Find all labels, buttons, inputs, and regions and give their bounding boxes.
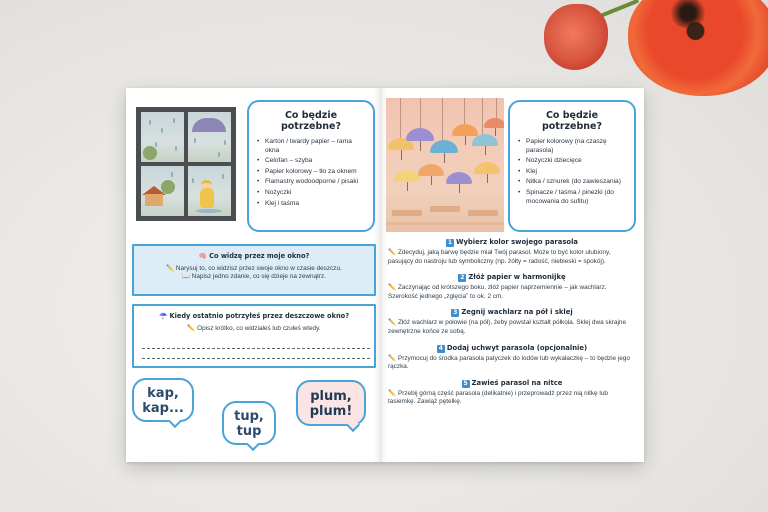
step: [386, 344, 638, 372]
pencil-icon: ✏️: [388, 319, 396, 327]
step-number: 1: [447, 239, 453, 246]
umbrellas-classroom-image: [386, 98, 504, 232]
window-pane: [141, 166, 184, 216]
materials-title: Co będzie potrzebne?: [541, 110, 603, 132]
list-item: • Nożyczki dziecięce: [518, 157, 626, 166]
materials-list: [257, 138, 365, 208]
step-number: 5: [463, 379, 468, 387]
pencil-icon: ✏️: [388, 249, 396, 256]
house-icon: [145, 194, 163, 206]
speech-bubble-kap: kap, kap...: [132, 378, 194, 422]
materials-box-left: [247, 100, 375, 232]
list-item: • Papier kolorowy – tło za oknem: [257, 168, 365, 177]
step-text: ✏️ Zdecyduj, jaką barwę będzie miał Twój parasol. Może to być kolor ulubiony, pasujący do nastroju lub symboliczny (np. żółty = radość, niebieski = spokój).: [388, 249, 611, 265]
prompt-title: ☂️ Kiedy ostatnio potrzyłeś przez deszczowe okno?: [158, 312, 350, 320]
step-number: 4: [438, 344, 443, 352]
window-pane: [141, 112, 184, 162]
list-item: • Klej: [518, 168, 626, 177]
step-number: 2: [460, 274, 465, 282]
speech-bubble-tup: tup, tup: [222, 401, 276, 445]
list-item: • Klej i taśma: [257, 200, 365, 209]
step-title: 4 Dodaj uchwyt parasola (opcjonalnie): [438, 343, 588, 352]
writing-line: [142, 358, 370, 359]
prompt-line: 📖 Napisz jedno zdanie, co się dzieje na zewnątrz.: [181, 273, 326, 281]
list-item: • Celofan – szyba: [257, 157, 365, 166]
list-item: • Nitka / sznurek (do zawieszania): [518, 178, 626, 187]
pencil-icon: ✏️: [388, 284, 396, 292]
window-pane: [188, 166, 231, 216]
prompt-box-memory: [132, 304, 376, 368]
pencil-icon: ✏️: [388, 354, 396, 362]
step-number: 3: [453, 309, 458, 317]
step-text: ✏️ Złóż wachlarz w połowie (na pół), żeby powstał kształt półkola. Sklej dwa skrajne zewnętrzne końce ze sobą.: [388, 319, 627, 335]
step-text: ✏️ Przymocuj do środka parasola patyczek do lodów lub wykałaczkę – to będzie jego rączka.: [388, 354, 630, 371]
step: [386, 308, 638, 336]
list-item: • Karton / twardy papier – rama okna: [257, 138, 365, 155]
step: [386, 379, 638, 407]
step-title: 2 Złóż papier w harmonijkę: [460, 273, 566, 282]
speech-bubble-plum: plum, plum!: [296, 380, 366, 426]
prompt-line: ✏️ Opisz krótko, co widziałeś lub czułeś wtedy.: [187, 325, 321, 332]
list-item: • Nożyczki: [257, 189, 365, 198]
list-item: • Spinacze / taśma / pinezki (do mocowania do sufitu): [518, 189, 626, 206]
materials-list: [518, 138, 626, 206]
rainy-window-illustration: [136, 107, 236, 221]
instruction-steps: [386, 238, 638, 414]
step: [386, 273, 638, 301]
materials-title: Co będzie potrzebne?: [280, 110, 342, 132]
list-item: • Papier kolorowy (na czaszę parasola): [518, 138, 626, 155]
step-title: 1 Wybierz kolor swojego parasola: [447, 238, 578, 246]
prompt-title: 🧠 Co widzę przez moje okno?: [198, 252, 310, 260]
prompt-box-window: [132, 244, 376, 296]
step-title: 3 Zegnij wachlarz na pół i sklej: [453, 308, 573, 317]
materials-box-right: [508, 100, 636, 232]
child-in-raincoat: [200, 188, 214, 208]
prompt-line: ✏️ Narysuj to, co widzisz przez swoje okno w czasie deszczu.: [166, 265, 342, 272]
booklet: [126, 88, 644, 462]
step-text: ✏️ Przebij górną część parasola (delikatnie) i przeprowadź przez nią nitkę lub tasiemkę. Zawiąż pętelkę.: [388, 389, 608, 406]
step: [386, 238, 638, 266]
pencil-icon: ✏️: [388, 389, 396, 397]
step-text: ✏️ Zaczynając od krótszego boku, złóż papier naprzemiennie – jak wachlarz. Szerokość jednego „zgięcia” to ok. 2 cm.: [388, 284, 607, 300]
step-title: 5 Zawieś parasol na nitce: [463, 378, 563, 387]
list-item: • Flamastry wodoodporne / pisaki: [257, 178, 365, 187]
writing-line: [142, 348, 370, 349]
umbrella-icon: [192, 118, 226, 132]
window-pane: [188, 112, 231, 162]
